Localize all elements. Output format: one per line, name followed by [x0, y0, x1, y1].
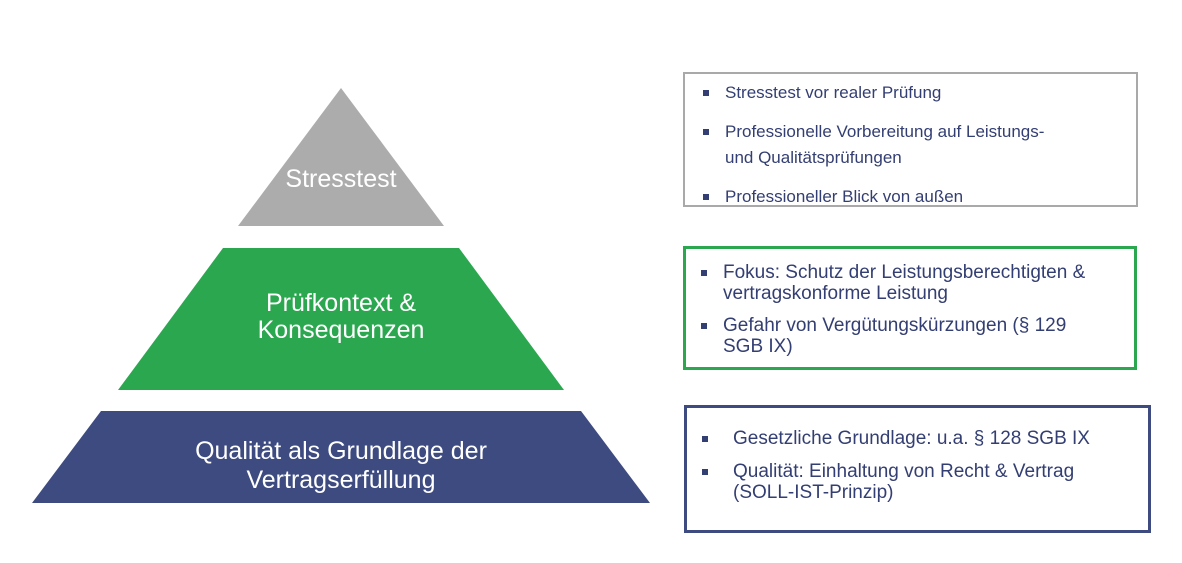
- pyramid-level-top-shape: [238, 88, 444, 226]
- list-item: [701, 262, 1126, 304]
- list-item-line: und Qualitätsprüfungen: [725, 148, 902, 167]
- list-item-line: Qualität: Einhaltung von Recht & Vertrag: [733, 461, 1075, 482]
- bullet-square-icon: [703, 129, 709, 135]
- label-line: Vertragserfüllung: [246, 466, 436, 494]
- list-item-line: Fokus: Schutz der Leistungsberechtigten &: [723, 262, 1086, 283]
- list-item-line: Gefahr von Vergütungskürzungen (§ 129: [723, 315, 1067, 336]
- list-item-line: vertragskonforme Leistung: [723, 283, 948, 304]
- list-item: [703, 184, 1128, 210]
- list-item-line: SGB IX): [723, 336, 793, 357]
- callout-stresstest-details: [683, 72, 1138, 207]
- label-line: Stresstest: [285, 165, 397, 193]
- list-item: [703, 80, 1128, 106]
- callout-qualitaet-details: [684, 405, 1151, 533]
- list-item-line: (SOLL-IST-Prinzip): [733, 482, 894, 503]
- list-item-line: Gesetzliche Grundlage: u.a. § 128 SGB IX: [733, 428, 1090, 449]
- bullet-square-icon: [703, 90, 709, 96]
- list-item-line: Professioneller Blick von außen: [725, 187, 964, 206]
- label-line: Prüfkontext &: [265, 289, 417, 317]
- list-item: [703, 119, 1128, 171]
- pyramid-label-stresstest: [241, 165, 441, 193]
- label-line: Qualität als Grundlage der: [195, 437, 487, 465]
- list-item: [702, 428, 1140, 449]
- list-item-line: Stresstest vor realer Prüfung: [725, 83, 942, 102]
- bullet-square-icon: [701, 270, 707, 276]
- bullet-square-icon: [702, 469, 708, 475]
- callout-pruefkontext-details: [683, 246, 1137, 370]
- pyramid-label-pruefkontext: [141, 290, 541, 344]
- bullet-square-icon: [701, 323, 707, 329]
- bullet-square-icon: [702, 436, 708, 442]
- list-item-line: Professionelle Vorbereitung auf Leistungs-: [725, 122, 1045, 141]
- label-line: Konsequenzen: [257, 316, 425, 344]
- bullet-square-icon: [703, 194, 709, 200]
- pyramid-label-qualitaet: [141, 437, 541, 495]
- list-item: [701, 315, 1126, 357]
- list-item: [702, 461, 1140, 503]
